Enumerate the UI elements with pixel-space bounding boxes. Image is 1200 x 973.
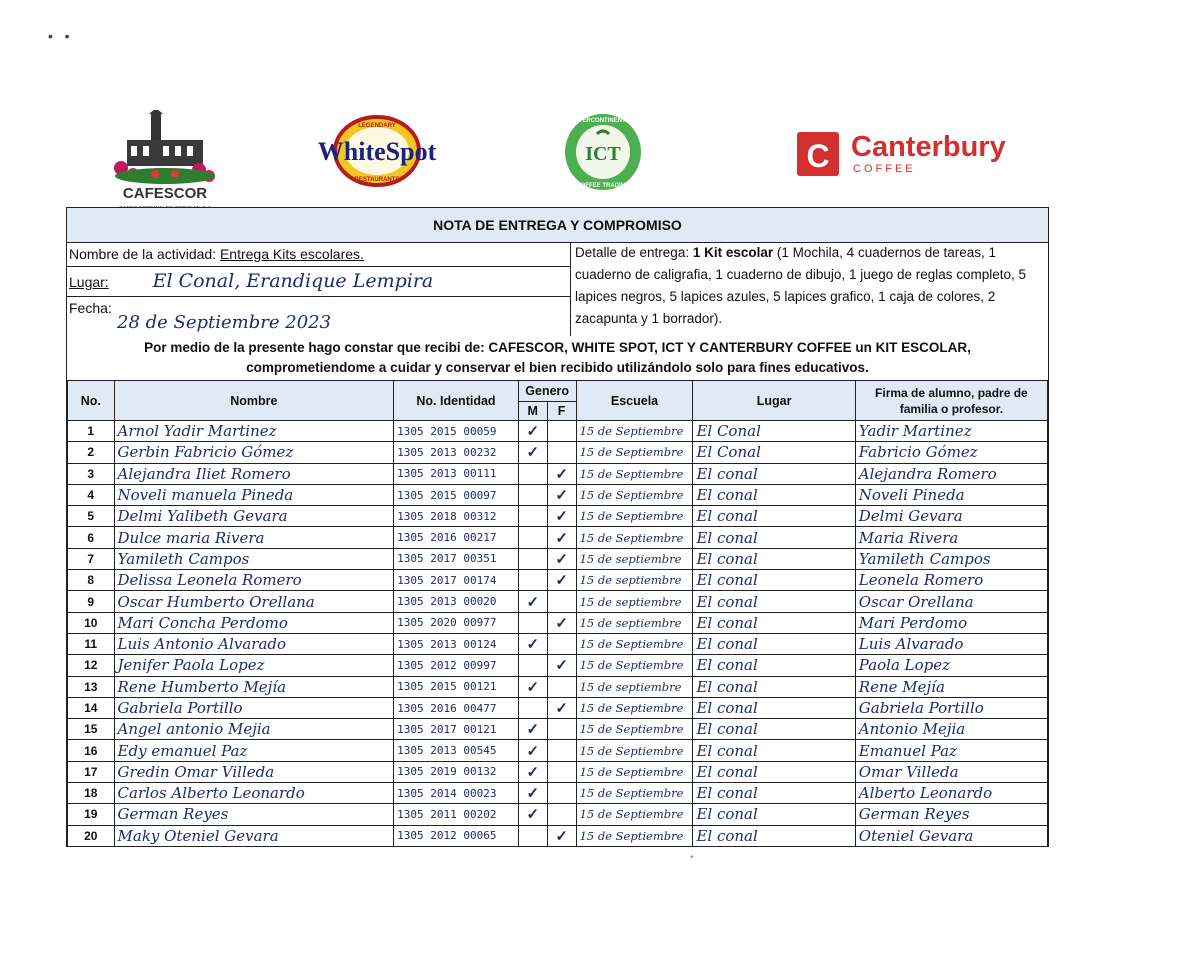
row-identidad: 1305 2011 00202: [394, 804, 519, 825]
row-nombre: Gredin Omar Villeda: [114, 761, 394, 782]
pledge-line-2: comprometiendome a cuidar y conservar el bien recibido utilizándolo solo para fines educativos.: [246, 360, 869, 375]
pledge-text: [67, 336, 1048, 381]
row-genero-m: [518, 527, 547, 548]
row-identidad: 1305 2015 00121: [394, 676, 519, 697]
row-no: 11: [68, 633, 115, 654]
row-firma: Antonio Mejia: [855, 719, 1047, 740]
row-lugar: El conal: [693, 783, 855, 804]
table-row: [68, 719, 1048, 740]
row-firma: Delmi Gevara: [855, 506, 1047, 527]
row-genero-f: [547, 761, 576, 782]
row-escuela: 15 de Septiembre: [576, 719, 693, 740]
row-firma: Noveli Pineda: [855, 484, 1047, 505]
row-nombre: Maky Oteniel Gevara: [114, 825, 394, 846]
row-identidad: 1305 2013 00232: [394, 442, 519, 463]
row-escuela: 15 de Septiembre: [576, 506, 693, 527]
header-firma: Firma de alumno, padre de familia o profesor.: [855, 381, 1047, 421]
row-identidad: 1305 2015 00097: [394, 484, 519, 505]
row-no: 3: [68, 463, 115, 484]
row-genero-m: ✓: [518, 804, 547, 825]
scan-speck-bottom: •: [690, 852, 694, 863]
detail-prefix: Detalle de entrega:: [575, 245, 690, 260]
row-identidad: 1305 2015 00059: [394, 421, 519, 442]
row-firma: Mari Perdomo: [855, 612, 1047, 633]
row-escuela: 15 de Septiembre: [576, 804, 693, 825]
whitespot-logo: [297, 115, 457, 187]
table-row: [68, 442, 1048, 463]
table-row: [68, 612, 1048, 633]
row-genero-f: ✓: [547, 697, 576, 718]
row-genero-f: ✓: [547, 655, 576, 676]
row-identidad: 1305 2017 00351: [394, 548, 519, 569]
row-lugar: El conal: [693, 506, 855, 527]
row-identidad: 1305 2018 00312: [394, 506, 519, 527]
table-row: [68, 676, 1048, 697]
row-lugar: El Conal: [693, 442, 855, 463]
row-escuela: 15 de septiembre: [576, 570, 693, 591]
table-row: [68, 761, 1048, 782]
row-identidad: 1305 2013 00124: [394, 633, 519, 654]
row-nombre: Arnol Yadir Martinez: [114, 421, 394, 442]
row-genero-m: [518, 825, 547, 846]
row-identidad: 1305 2013 00111: [394, 463, 519, 484]
row-identidad: 1305 2014 00023: [394, 783, 519, 804]
row-firma: Fabricio Gómez: [855, 442, 1047, 463]
row-genero-f: [547, 740, 576, 761]
row-firma: German Reyes: [855, 804, 1047, 825]
row-identidad: 1305 2016 00477: [394, 697, 519, 718]
row-no: 18: [68, 783, 115, 804]
table-row: [68, 697, 1048, 718]
table-row: [68, 421, 1048, 442]
row-genero-m: [518, 570, 547, 591]
row-genero-f: ✓: [547, 527, 576, 548]
row-genero-m: [518, 506, 547, 527]
table-row: [68, 783, 1048, 804]
row-no: 9: [68, 591, 115, 612]
pledge-line-1: Por medio de la presente hago constar que recibi de: CAFESCOR, WHITE SPOT, ICT Y CANTERBURY COFFEE un KIT ESCOLAR,: [144, 340, 971, 355]
row-lugar: El conal: [693, 612, 855, 633]
row-genero-m: ✓: [518, 442, 547, 463]
row-escuela: 15 de Septiembre: [576, 825, 693, 846]
row-no: 5: [68, 506, 115, 527]
row-escuela: 15 de Septiembre: [576, 442, 693, 463]
row-nombre: Jenifer Paola Lopez: [114, 655, 394, 676]
row-genero-m: ✓: [518, 761, 547, 782]
row-escuela: 15 de Septiembre: [576, 761, 693, 782]
row-escuela: 15 de Septiembre: [576, 655, 693, 676]
row-genero-m: ✓: [518, 591, 547, 612]
table-row: [68, 825, 1048, 846]
recipients-table: [67, 380, 1048, 847]
place-line: [69, 270, 433, 292]
row-genero-m: ✓: [518, 633, 547, 654]
table-row: [68, 740, 1048, 761]
row-lugar: El conal: [693, 719, 855, 740]
row-identidad: 1305 2012 00065: [394, 825, 519, 846]
date-label: Fecha:: [69, 300, 112, 316]
scan-speck: • •: [48, 28, 70, 44]
row-escuela: 15 de Septiembre: [576, 421, 693, 442]
activity-info: [67, 242, 571, 336]
row-no: 16: [68, 740, 115, 761]
row-no: 19: [68, 804, 115, 825]
logo-strip: [0, 100, 1200, 215]
header-no: No.: [68, 381, 115, 421]
row-lugar: El conal: [693, 676, 855, 697]
row-lugar: El conal: [693, 804, 855, 825]
row-firma: Alberto Leonardo: [855, 783, 1047, 804]
row-identidad: 1305 2013 00020: [394, 591, 519, 612]
table-row: [68, 527, 1048, 548]
row-no: 15: [68, 719, 115, 740]
row-no: 20: [68, 825, 115, 846]
table-row: [68, 655, 1048, 676]
row-escuela: 15 de Septiembre: [576, 527, 693, 548]
row-identidad: 1305 2020 00977: [394, 612, 519, 633]
row-nombre: Carlos Alberto Leonardo: [114, 783, 394, 804]
row-firma: Omar Villeda: [855, 761, 1047, 782]
row-genero-m: [518, 697, 547, 718]
row-escuela: 15 de Septiembre: [576, 633, 693, 654]
row-nombre: Alejandra Iliet Romero: [114, 463, 394, 484]
row-firma: Rene Mejía: [855, 676, 1047, 697]
row-no: 7: [68, 548, 115, 569]
row-firma: Leonela Romero: [855, 570, 1047, 591]
whitespot-ring-top: LEGENDARY: [358, 123, 396, 129]
row-genero-f: ✓: [547, 825, 576, 846]
row-genero-f: [547, 421, 576, 442]
row-lugar: El conal: [693, 697, 855, 718]
row-lugar: El conal: [693, 591, 855, 612]
row-genero-f: [547, 633, 576, 654]
detail-kit: 1 Kit escolar: [692, 245, 774, 260]
row-identidad: 1305 2017 00174: [394, 570, 519, 591]
row-nombre: Gabriela Portillo: [114, 697, 394, 718]
row-no: 13: [68, 676, 115, 697]
whitespot-logo-text: WhiteSpot: [317, 137, 437, 166]
canterbury-logo-text: Canterbury: [851, 131, 1006, 163]
row-genero-f: ✓: [547, 506, 576, 527]
header-m: M: [518, 402, 547, 421]
row-nombre: Luis Antonio Alvarado: [114, 633, 394, 654]
row-nombre: Delissa Leonela Romero: [114, 570, 394, 591]
row-firma: Oteniel Gevara: [855, 825, 1047, 846]
row-firma: Alejandra Romero: [855, 463, 1047, 484]
activity-value: Entrega Kits escolares.: [219, 246, 364, 262]
row-nombre: Mari Concha Perdomo: [114, 612, 394, 633]
row-nombre: Delmi Yalibeth Gevara: [114, 506, 394, 527]
whitespot-ring-bottom: RESTAURANTS: [354, 177, 400, 183]
row-genero-m: ✓: [518, 719, 547, 740]
row-genero-f: [547, 591, 576, 612]
header-identidad: No. Identidad: [394, 381, 519, 421]
row-lugar: El conal: [693, 548, 855, 569]
row-lugar: El conal: [693, 761, 855, 782]
row-firma: Maria Rivera: [855, 527, 1047, 548]
row-firma: Yamileth Campos: [855, 548, 1047, 569]
row-no: 12: [68, 655, 115, 676]
row-nombre: Yamileth Campos: [114, 548, 394, 569]
row-firma: Luis Alvarado: [855, 633, 1047, 654]
place-value: El Conal, Erandique Lempira: [152, 270, 434, 292]
row-no: 4: [68, 484, 115, 505]
row-identidad: 1305 2012 00997: [394, 655, 519, 676]
row-no: 1: [68, 421, 115, 442]
row-nombre: Noveli manuela Pineda: [114, 484, 394, 505]
canterbury-logo: [795, 128, 1035, 180]
table-body: [68, 421, 1048, 847]
row-lugar: El conal: [693, 463, 855, 484]
row-no: 10: [68, 612, 115, 633]
row-genero-m: [518, 655, 547, 676]
row-nombre: Oscar Humberto Orellana: [114, 591, 394, 612]
row-firma: Paola Lopez: [855, 655, 1047, 676]
table-row: [68, 591, 1048, 612]
row-identidad: 1305 2017 00121: [394, 719, 519, 740]
date-value: 28 de Septiembre 2023: [117, 312, 332, 333]
row-genero-f: [547, 804, 576, 825]
ict-logo-text: ICT: [585, 143, 621, 165]
header-lugar: Lugar: [693, 381, 855, 421]
row-escuela: 15 de septiembre: [576, 548, 693, 569]
row-nombre: Gerbin Fabricio Gómez: [114, 442, 394, 463]
row-no: 14: [68, 697, 115, 718]
row-genero-f: ✓: [547, 548, 576, 569]
row-escuela: 15 de Septiembre: [576, 484, 693, 505]
table-row: [68, 506, 1048, 527]
row-nombre: German Reyes: [114, 804, 394, 825]
row-genero-f: [547, 783, 576, 804]
row-genero-f: ✓: [547, 463, 576, 484]
row-genero-m: ✓: [518, 676, 547, 697]
row-firma: Oscar Orellana: [855, 591, 1047, 612]
row-nombre: Edy emanuel Paz: [114, 740, 394, 761]
row-identidad: 1305 2016 00217: [394, 527, 519, 548]
ict-logo: [555, 112, 651, 192]
row-genero-m: ✓: [518, 421, 547, 442]
row-escuela: 15 de Septiembre: [576, 783, 693, 804]
activity-label: Nombre de la actividad:: [69, 246, 217, 262]
cafescor-logo: [105, 110, 225, 214]
row-genero-m: ✓: [518, 783, 547, 804]
row-escuela: 15 de Septiembre: [576, 697, 693, 718]
row-firma: Gabriela Portillo: [855, 697, 1047, 718]
detail-text: (1 Mochila, 4 cuadernos de tareas, 1 cuaderno de caligrafia, 1 cuaderno de dibujo, 1 juego de reglas completo, 5 lapices negros, 5 lapices azules, 5 lapices grafico, 1 caja de colores, 2 zacapunta y 1 borrador).: [575, 245, 1027, 326]
row-escuela: 15 de septiembre: [576, 676, 693, 697]
table-row: [68, 633, 1048, 654]
row-identidad: 1305 2013 00545: [394, 740, 519, 761]
table-row: [68, 484, 1048, 505]
header-nombre: Nombre: [114, 381, 394, 421]
row-genero-f: ✓: [547, 612, 576, 633]
row-nombre: Dulce maria Rivera: [114, 527, 394, 548]
row-firma: Emanuel Paz: [855, 740, 1047, 761]
activity-line: [69, 246, 364, 262]
canterbury-mark: C: [806, 138, 830, 174]
row-no: 2: [68, 442, 115, 463]
cafescor-logo-text: CAFESCOR: [122, 185, 208, 202]
header-f: F: [547, 402, 576, 421]
row-genero-f: [547, 676, 576, 697]
row-genero-f: ✓: [547, 484, 576, 505]
row-genero-m: [518, 463, 547, 484]
row-escuela: 15 de Septiembre: [576, 740, 693, 761]
table-row: [68, 804, 1048, 825]
row-no: 6: [68, 527, 115, 548]
row-lugar: El conal: [693, 825, 855, 846]
row-genero-m: [518, 612, 547, 633]
table-header-row: [68, 381, 1048, 402]
row-lugar: El conal: [693, 527, 855, 548]
delivery-form: [66, 207, 1049, 847]
row-genero-f: [547, 442, 576, 463]
ict-ring-bottom: COFFEE TRADING: [576, 183, 630, 189]
header-genero: Genero: [518, 381, 576, 402]
row-firma: Yadir Martinez: [855, 421, 1047, 442]
row-lugar: El conal: [693, 484, 855, 505]
delivery-detail: [575, 242, 1047, 336]
row-escuela: 15 de septiembre: [576, 612, 693, 633]
row-identidad: 1305 2019 00132: [394, 761, 519, 782]
row-genero-m: ✓: [518, 740, 547, 761]
row-lugar: El Conal: [693, 421, 855, 442]
header-escuela: Escuela: [576, 381, 693, 421]
row-lugar: El conal: [693, 633, 855, 654]
row-genero-f: ✓: [547, 570, 576, 591]
row-no: 17: [68, 761, 115, 782]
table-row: [68, 463, 1048, 484]
table-row: [68, 548, 1048, 569]
row-escuela: 15 de septiembre: [576, 591, 693, 612]
place-label: Lugar:: [69, 274, 109, 290]
row-genero-m: [518, 548, 547, 569]
row-no: 8: [68, 570, 115, 591]
row-lugar: El conal: [693, 740, 855, 761]
row-lugar: El conal: [693, 570, 855, 591]
row-genero-f: [547, 719, 576, 740]
table-row: [68, 570, 1048, 591]
row-escuela: 15 de Septiembre: [576, 463, 693, 484]
row-nombre: Rene Humberto Mejía: [114, 676, 394, 697]
row-lugar: El conal: [693, 655, 855, 676]
row-nombre: Angel antonio Mejia: [114, 719, 394, 740]
canterbury-logo-subtitle: COFFEE: [853, 163, 916, 175]
ict-ring-top: INTERCONTINENTAL: [572, 118, 634, 124]
row-genero-m: [518, 484, 547, 505]
form-title: NOTA DE ENTREGA Y COMPROMISO: [67, 208, 1048, 243]
